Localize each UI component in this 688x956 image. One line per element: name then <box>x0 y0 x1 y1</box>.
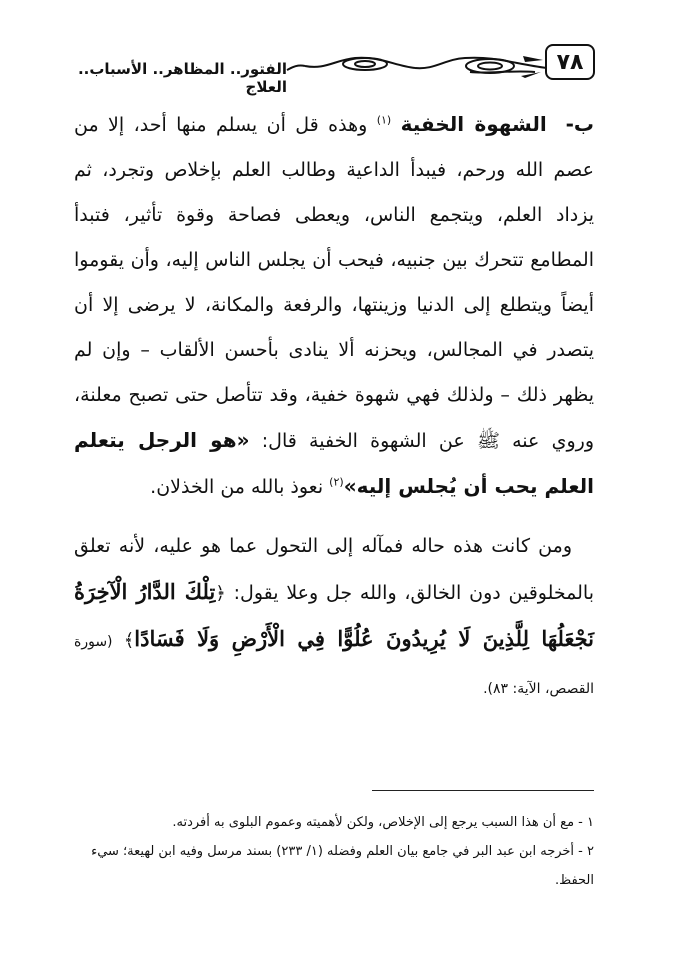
main-text <box>74 102 594 712</box>
surah-reference: (سورة القصص، الآية: ٨٣). <box>74 634 594 697</box>
paragraph-2 <box>74 524 594 712</box>
ayah-bracket-open: ﴿ <box>215 583 226 604</box>
running-title: الفتور.. المظاهر.. الأسباب.. العلاج <box>77 60 287 96</box>
hadith-quote: «هو الرجل يتعلم العلم يحب أن يُجلس إليه» <box>74 428 594 498</box>
header-ornament-icon <box>285 50 547 80</box>
ayah-bracket-close: ﴾ <box>123 630 135 651</box>
paragraph-1 <box>74 102 594 510</box>
page-number: ٧٨ <box>545 44 595 80</box>
footnote-1: ١ - مع أن هذا السبب يرجع إلى الإخلاص، ولكن لأهميته وعموم البلوى به أفردته. <box>172 815 594 830</box>
footnote-ref-2: (٢) <box>329 475 344 489</box>
footnote-divider <box>372 790 594 791</box>
quran-verse: تِلْكَ الدَّارُ الْآخِرَةُ نَجْعَلُهَا لِلَّذِينَ لَا يُرِيدُونَ عُلُوًّا فِي الْأَرْضِ وَلَا فَسَادًا <box>74 579 594 651</box>
page-header <box>55 44 595 96</box>
paragraph-1-closing: نعوذ بالله من الخذلان. <box>150 476 324 498</box>
paragraph-1-text: وهذه قل أن يسلم منها أحد، إلا من عصم الله ورحم، فيبدأ الداعية وطالب العلم بإخلاص وتجرد، ثم يزداد العلم، ويتجمع الناس، ويعطى فصاحة وقوة تأثير، فتبدأ المطامع تتحرك بين جنبيه، فيحب أن يجلس الناس إليه، وأن يقوموا أيضاً ويتطلع إلى الدنيا وزينتها، والرفعة والمكانة، لا يرضى إلا أن يتصدر في المجالس، ويحزنه ألا ينادى بأحسن الألقاب – وإن لم يظهر ذلك – ولذلك فهي شهوة خفية، وقد تتأصل حتى تصبح معلنة، وروي عنه ﷺ عن الشهوة الخفية قال: <box>74 114 594 452</box>
footnote-ref-1: (١) <box>376 113 392 127</box>
section-label: ب- <box>565 112 594 136</box>
footnotes <box>80 808 594 895</box>
paragraph-2-text: ومن كانت هذه حاله فمآله إلى التحول عما هو عليه، لأنه تعلق بالمخلوقين دون الخالق، والله جل وعلا يقول: <box>74 535 595 604</box>
section-heading: الشهوة الخفية <box>400 112 547 136</box>
footnote-2: ٢ - أخرجه ابن عبد البر في جامع بيان العلم وفضله (١/ ٢٣٣) بسند مرسل وفيه ابن لهيعة؛ سيء الحفظ. <box>91 844 594 888</box>
